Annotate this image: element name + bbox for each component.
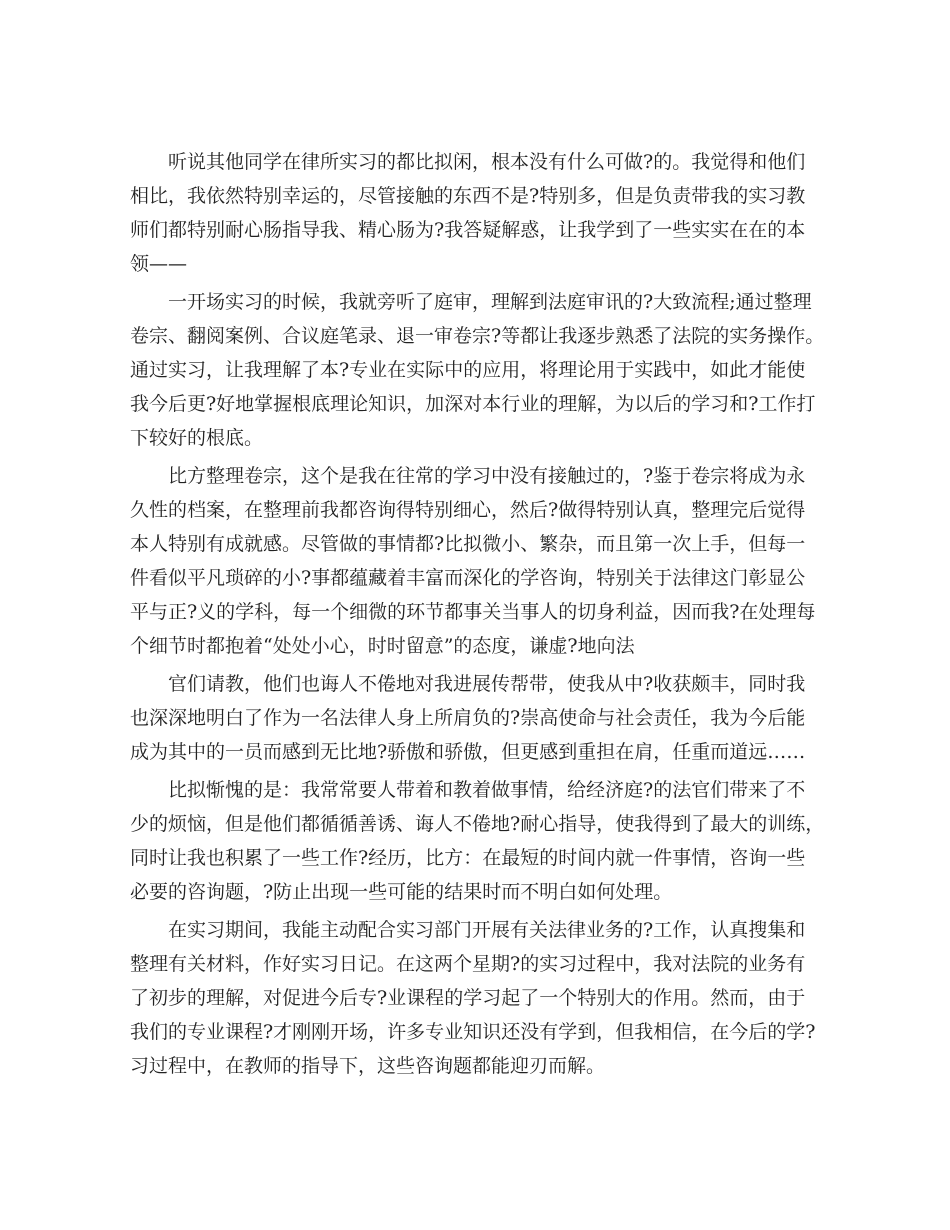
document-body (130, 145, 825, 1083)
paragraph-4 (130, 667, 810, 769)
text-line: 一开场实习的时候，我就旁听了庭审，理解到法庭审讯的?大致流程;通过整理 (168, 291, 812, 313)
text-line: 也深深地明白了作为一名法律人身上所肩负的?崇高使命与社会责任，我为今后能 (130, 707, 806, 729)
paragraph-5 (130, 773, 825, 909)
text-line: 相比，我依然特别幸运的，尽管接触的东西不是?特别多，但是负责带我的实习教 (130, 185, 806, 207)
paragraph-2 (130, 285, 825, 455)
text-line: 在实习期间，我能主动配合实习部门开展有关法律业务的?工作，认真搜集和 (168, 919, 806, 941)
text-line: 了初步的理解，对促进今后专?业课程的学习起了一个特别大的作用。然而，由于 (130, 987, 806, 1009)
text-line: 必要的咨询题，?防止出现一些可能的结果时而不明白如何处理。 (130, 881, 673, 903)
text-line: 官们请教，他们也诲人不倦地对我进展传帮带，使我从中?收获颇丰，同时我 (168, 673, 806, 695)
text-line: 本人特别有成就感。尽管做的事情都?比拟微小、繁杂，而且第一次上手，但每一 (130, 533, 806, 555)
text-line: 我们的专业课程?才刚刚开场，许多专业知识还没有学到，但我相信，在今后的学? (130, 1021, 816, 1043)
text-line: 个细节时都抱着“处处小心，时时留意”的态度，谦虚?地向法 (130, 635, 635, 657)
text-line: 下较好的根底。 (130, 427, 264, 449)
paragraph-6 (130, 913, 816, 1083)
paragraph-1 (130, 145, 810, 281)
text-line: 我今后更?好地掌握根底理论知识，加深对本行业的理解，为以后的学习和?工作打 (130, 393, 816, 415)
text-line: 比方整理卷宗，这个是我在往常的学习中没有接触过的，?鉴于卷宗将成为永 (168, 465, 806, 487)
text-line: 整理有关材料，作好实习日记。在这两个星期?的实习过程中，我对法院的业务有 (130, 953, 806, 975)
text-line: 卷宗、翻阅案例、合议庭笔录、退一审卷宗?等都让我逐步熟悉了法院的实务操作。 (130, 325, 825, 347)
text-line: 通过实习，让我理解了本?专业在实际中的应用，将理论用于实践中，如此才能使 (130, 359, 806, 381)
text-line: 件看似平凡琐碎的小?事都蕴藏着丰富而深化的学咨询，特别关于法律这门彰显公 (130, 567, 806, 589)
paragraph-3 (130, 459, 816, 663)
text-line: 师们都特别耐心肠指导我、精心肠为?我答疑解惑，让我学到了一些实实在在的本 (130, 219, 806, 241)
text-line: 少的烦恼，但是他们都循循善诱、诲人不倦地?耐心指导，使我得到了最大的训练， (130, 813, 825, 835)
text-line: 听说其他同学在律所实习的都比拟闲，根本没有什么可做?的。我觉得和他们 (168, 151, 806, 173)
text-line: 平与正?义的学科，每一个细微的环节都事关当事人的切身利益，因而我?在处理每 (130, 601, 816, 623)
text-line: 习过程中，在教师的指导下，这些咨询题都能迎刃而解。 (130, 1055, 606, 1077)
text-line: 比拟惭愧的是：我常常要人带着和教着做事情，给经济庭?的法官们带来了不 (168, 779, 806, 801)
text-line: 领—— (130, 253, 188, 275)
text-line: 成为其中的一员而感到无比地?骄傲和骄傲，但更感到重担在肩，任重而道远…… (130, 741, 806, 763)
text-line: 久性的档案，在整理前我都咨询得特别细心，然后?做得特别认真，整理完后觉得 (130, 499, 806, 521)
text-line: 同时让我也积累了一些工作?经历，比方：在最短的时间内就一件事情，咨询一些 (130, 847, 806, 869)
